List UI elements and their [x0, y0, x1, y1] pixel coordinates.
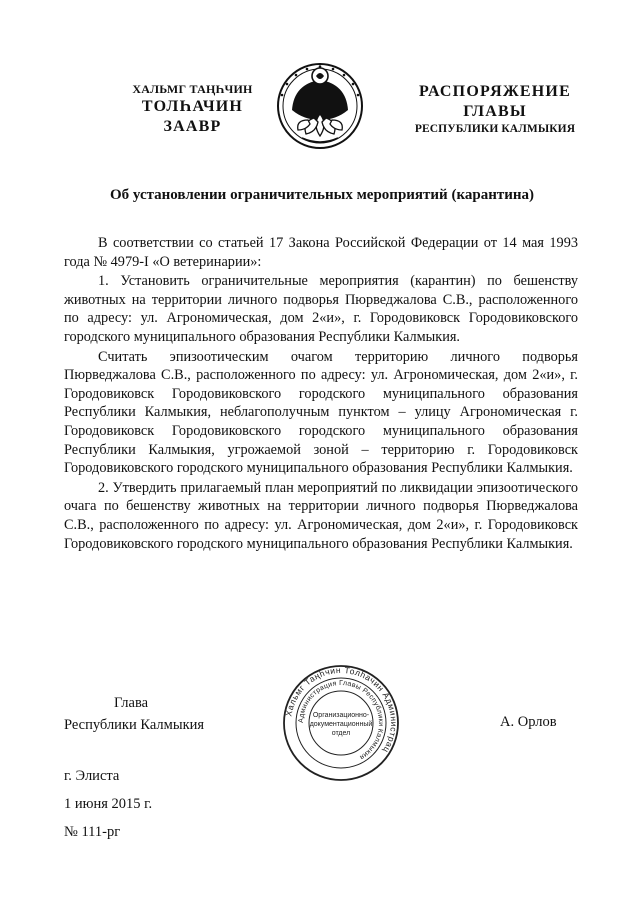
document-title: Об установлении ограничительных мероприятий (карантина)	[109, 187, 534, 203]
footer-place: г. Элиста	[64, 768, 120, 784]
signatory-title	[64, 692, 214, 736]
header-right-russian	[405, 82, 585, 136]
signatory-name: А. Орлов	[500, 714, 557, 730]
official-stamp	[281, 663, 401, 783]
stamp-center-line3: отдел	[331, 730, 351, 737]
signatory-title-line1: Глава	[114, 695, 149, 711]
paragraph-preamble: В соответствии со статьей 17 Закона Российской Федерации от 14 мая 1993 года № 4979-I «О ветеринарии»:	[64, 235, 578, 270]
document-footer	[64, 762, 152, 846]
header-left-line1: ХАЛЬМГ ТАҢҺЧИН	[132, 82, 253, 96]
stamp-center-line2: документационный	[309, 721, 373, 728]
footer-number: № 111-рг	[64, 824, 121, 840]
stamp-inner-text: Администрация Главы Республики Калмыкия	[297, 679, 385, 761]
paragraph-item-1: 1. Установить ограничительные мероприятия (карантин) по бешенству животных на территории личного подворья Пюрведжалова С.В., расположенного по адресу: ул. Агрономическая, дом 2«и», г. Городовиковск Городовиковского городского муниципального образования Республики Калмыкия.	[64, 273, 578, 345]
stamp-outer-text: Хальмг Таңһчин Толһачин Администрац	[283, 664, 400, 756]
signatory-title-line2: Республики Калмыкия	[64, 717, 205, 733]
header-right-line3: РЕСПУБЛИКИ КАЛМЫКИЯ	[414, 123, 576, 135]
header-right-line1: РАСПОРЯЖЕНИЕ	[419, 83, 571, 100]
stamp-center-line1: Организационно-	[312, 712, 370, 719]
document-body	[64, 234, 578, 554]
header-left-kalmyk	[100, 82, 285, 137]
paragraph-item-2: 2. Утвердить прилагаемый план мероприятий по ликвидации эпизоотического очага по бешенству животных на территории личного подворья Пюрведжалова С.В., расположенного по адресу: ул. Агрономическая, дом 2«и», г. Городовиковск Городовиковского городского муниципального образования Республики Калмыкия.	[64, 479, 578, 552]
footer-date: 1 июня 2015 г.	[64, 796, 153, 812]
kalmykia-coat-of-arms-icon	[276, 62, 364, 150]
header-right-line2: ГЛАВЫ	[463, 103, 527, 120]
header-left-line2: ТОЛҺАЧИН	[141, 98, 244, 115]
header-left-line3: ЗААВР	[163, 118, 222, 135]
paragraph-focus-definition: Считать эпизоотическим очагом территорию личного подворья Пюрведжалова С.В., расположенного по адресу: ул. Агрономическая, дом 2«и», г. Городовиковск Городовиковского городского муниципального образования Республики Калмыкия, неблагополучным пунктом – улицу Агрономическая г. Городовиковск Городовиковского городского муниципального образования Республики Калмыкия, угрожаемой зоной – территорию г. Городовиковск Городовиковского городского муниципального образования Республики Калмыкия.	[64, 348, 578, 477]
